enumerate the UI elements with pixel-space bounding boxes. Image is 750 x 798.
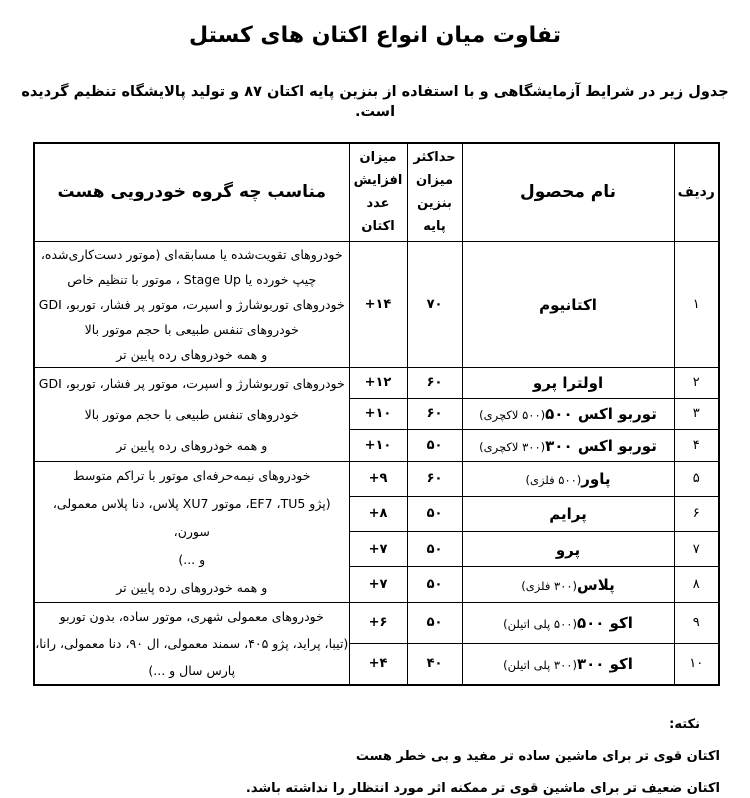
product-name-cell: [462, 496, 674, 531]
base-gasoline-value: ۵۰: [407, 429, 462, 461]
suitable-line: پارس سال و ...): [148, 662, 236, 678]
suitable-line: خودروهای توربوشارژ و اسپرت، موتور پر فشار، توربو، GDI: [38, 375, 345, 391]
suitable-line: خودروهای معمولی شهری، موتور ساده، بدون توربو: [59, 608, 324, 624]
product-name: پرایم: [549, 505, 587, 524]
header-product-name: نام محصول: [462, 143, 674, 241]
suitable-group-cell: [34, 461, 349, 602]
base-gasoline-value: ۶۰: [407, 461, 462, 496]
octane-increase-value: +۷: [349, 567, 407, 602]
product-name: توربو اکس ۵۰۰: [545, 405, 657, 423]
header-line: میزان: [359, 150, 397, 166]
note-line: اکتان ضعیف تر برای ماشین قوی تر ممکنه اثر مورد انتظار را نداشته باشد.: [245, 780, 720, 796]
suitable-line: و ...): [178, 551, 206, 567]
header-line: عدد: [366, 196, 390, 212]
header-octane-increase: [349, 143, 407, 241]
product-name-cell: [462, 461, 674, 496]
header-line: اکتان: [361, 219, 395, 235]
base-gasoline-value: ۵۰: [407, 602, 462, 643]
base-gasoline-value: ۵۰: [407, 496, 462, 531]
octane-increase-value: +۶: [349, 602, 407, 643]
suitable-line: (پژو EF7 ،TU5، موتور XU7 پلاس، دنا پلاس معمولی، سورن،: [52, 495, 331, 539]
product-name-cell: [462, 429, 674, 461]
product-name-cell: [462, 241, 674, 367]
table-row: [34, 241, 719, 367]
table-row: [34, 461, 719, 496]
table-container: [35, 142, 720, 686]
header-suitable-group: مناسب چه گروه خودرویی هست: [34, 143, 349, 241]
page-title: تفاوت میان انواع اکتان های کستل: [188, 23, 562, 48]
note-label: نکته:: [669, 716, 700, 732]
product-name: اکو ۳۰۰: [576, 655, 633, 674]
table-row: [34, 602, 719, 643]
row-number: ۳: [674, 398, 719, 429]
product-note: (۳۰۰ پلی اتیلن): [503, 658, 577, 673]
header-line: بنزین: [417, 196, 452, 212]
table-row: [34, 367, 719, 398]
product-name: اکتانیوم: [539, 295, 597, 314]
octane-increase-value: +۴: [349, 643, 407, 684]
product-name-cell: [462, 532, 674, 567]
table-header-row: [34, 143, 719, 241]
product-note: (۳۰۰ لاکچری): [479, 439, 546, 454]
header-row-number: ردیف: [674, 143, 719, 241]
product-note: (۵۰۰ پلی اتیلن): [503, 617, 577, 632]
page-subtitle: جدول زیر در شرایط آزمایشگاهی و با استفاده از بنزین پایه اکتان ۸۷ و تولید پالایشگاه تنظیم گردیده است.: [21, 84, 729, 120]
suitable-line: چیپ خورده یا Stage Up ، موتور با تنظیم خاص: [67, 271, 317, 287]
suitable-line: و همه خودروهای رده پایین تر: [116, 346, 268, 362]
product-name: پلاس: [577, 575, 615, 594]
product-name-cell: [462, 602, 674, 643]
suitable-group-cell: [34, 602, 349, 685]
product-name: اکو ۵۰۰: [576, 614, 633, 633]
row-number: ۸: [674, 567, 719, 602]
row-number: ۷: [674, 532, 719, 567]
header-max-base-gasoline: [407, 143, 462, 241]
row-number: ۵: [674, 461, 719, 496]
product-name-cell: [462, 567, 674, 602]
header-line: پایه: [423, 219, 446, 235]
product-name-cell: [462, 367, 674, 398]
octane-increase-value: +۱۰: [349, 429, 407, 461]
suitable-line: (تیبا، پراید، پژو ۴۰۵، سمند معمولی، ال ۹۰، دنا معمولی، رانا،: [35, 635, 349, 651]
header-line: میزان: [416, 173, 453, 189]
product-name: اولترا پرو: [532, 374, 604, 392]
row-number: ۲: [674, 367, 719, 398]
octane-increase-value: +۱۰: [349, 398, 407, 429]
row-number: ۱: [674, 241, 719, 367]
octane-increase-value: +۸: [349, 496, 407, 531]
product-name: توربو اکس ۳۰۰: [545, 436, 657, 455]
base-gasoline-value: ۶۰: [407, 398, 462, 429]
product-name-cell: [462, 643, 674, 684]
row-number: ۹: [674, 602, 719, 643]
suitable-group-cell: [34, 241, 349, 367]
note-line: اکتان قوی تر برای ماشین ساده تر مفید و بی خطر هست: [355, 748, 720, 764]
octane-increase-value: +۱۲: [349, 367, 407, 398]
suitable-group-cell: [34, 367, 349, 461]
product-name: پرو: [555, 540, 581, 559]
row-number: ۶: [674, 496, 719, 531]
header-line: افزایش: [353, 173, 403, 189]
suitable-line: و همه خودروهای رده پایین تر: [116, 437, 268, 453]
product-name: پاور: [581, 470, 611, 489]
suitable-line: خودروهای توربوشارژ و اسپرت، موتور پر فشار، توربو، GDI: [38, 296, 345, 312]
octane-increase-value: +۱۴: [349, 241, 407, 367]
base-gasoline-value: ۵۰: [407, 532, 462, 567]
base-gasoline-value: ۶۰: [407, 367, 462, 398]
suitable-line: خودروهای تنفس طبیعی با حجم موتور بالا: [84, 406, 299, 422]
base-gasoline-value: ۴۰: [407, 643, 462, 684]
row-number: ۱۰: [674, 643, 719, 684]
product-name-cell: [462, 398, 674, 429]
suitable-line: خودروهای تنفس طبیعی با حجم موتور بالا: [84, 321, 299, 337]
suitable-line: خودروهای نیمه‌حرفه‌ای موتور با تراکم متوسط: [73, 467, 311, 483]
suitable-line: خودروهای تقویت‌شده یا مسابقه‌ای (موتور دست‌کاری‌شده،: [40, 246, 343, 262]
product-note: (۵۰۰ فلزی): [525, 473, 582, 488]
octane-increase-value: +۷: [349, 532, 407, 567]
notes-section: [35, 716, 720, 798]
product-note: (۵۰۰ لاکچری): [479, 408, 546, 422]
octane-comparison-table: [33, 142, 720, 686]
suitable-line: و همه خودروهای رده پایین تر: [116, 579, 268, 595]
base-gasoline-value: ۵۰: [407, 567, 462, 602]
row-number: ۴: [674, 429, 719, 461]
octane-increase-value: +۹: [349, 461, 407, 496]
base-gasoline-value: ۷۰: [407, 241, 462, 367]
product-note: (۳۰۰ فلزی): [521, 578, 578, 593]
header-line: حداکثر: [413, 150, 456, 166]
